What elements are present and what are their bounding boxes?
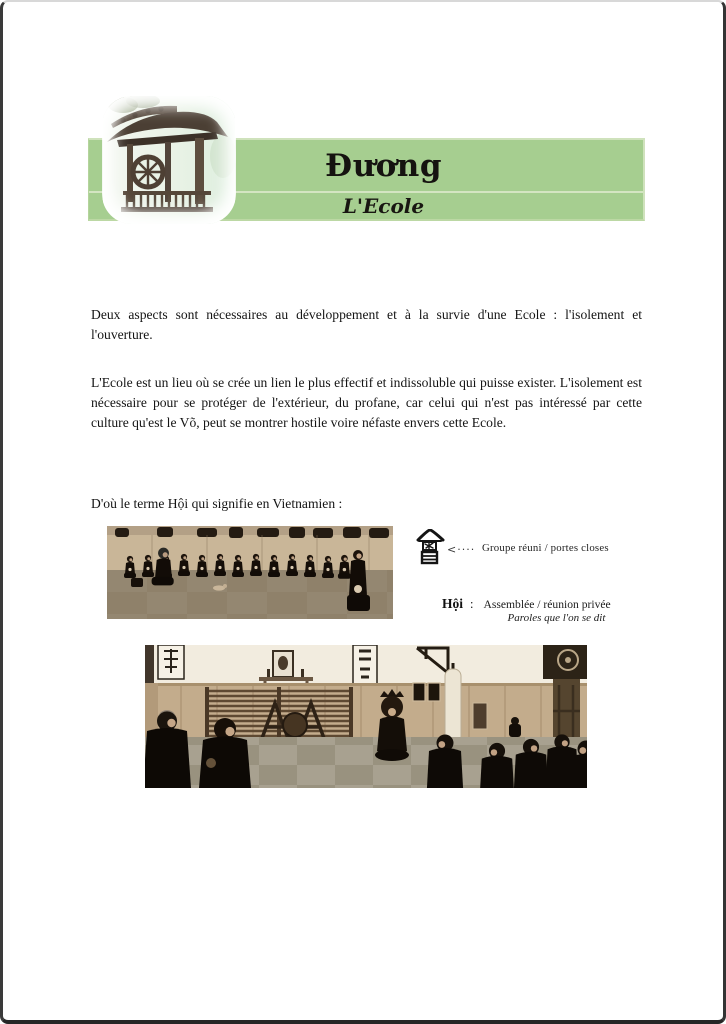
page-subtitle: L'Ecole <box>342 194 425 218</box>
paragraph-term-lead: D'où le terme Hội qui signifie en Vietnamien : <box>91 496 343 511</box>
definition-term: Hội <box>442 596 464 611</box>
arrow-left-icon: <···· <box>447 543 476 556</box>
definition-colon: : <box>470 597 474 611</box>
kneeling-group-illustration <box>107 526 393 619</box>
paragraph-ecole: L'Ecole est un lieu où se crée un lien le plus effectif et indissoluble qui puisse exister. L'isolement est nécessaire pour se protéger de l'extérieur, du profane, car celui qui n'est pas intéressé par cette culture qu'est le Võ, peut se montrer hostile voire néfaste envers cette Ecole. <box>91 375 642 430</box>
photo-kneeling-group <box>107 526 393 619</box>
hoi-ideogram-glyph <box>415 529 445 565</box>
definition-note: Paroles que l'on se dit <box>507 612 606 624</box>
photo-dojo-ceremony <box>145 645 587 788</box>
temple-gate-image <box>102 96 236 224</box>
dojo-ceremony-illustration <box>145 645 587 788</box>
definition-row <box>442 596 630 624</box>
definition-texts <box>484 598 630 624</box>
page-title: Đương <box>324 147 443 184</box>
ideogram-caption: Groupe réuni / portes closes <box>482 542 609 554</box>
hoi-ideogram-icon <box>415 529 445 565</box>
temple-gate-illustration <box>102 96 236 224</box>
paragraph-intro: Deux aspects sont nécessaires au développement et à la survie d'une Ecole : l'isolement et l'ouverture. <box>91 307 642 342</box>
definition-main: Assemblée / réunion privée <box>483 598 611 611</box>
